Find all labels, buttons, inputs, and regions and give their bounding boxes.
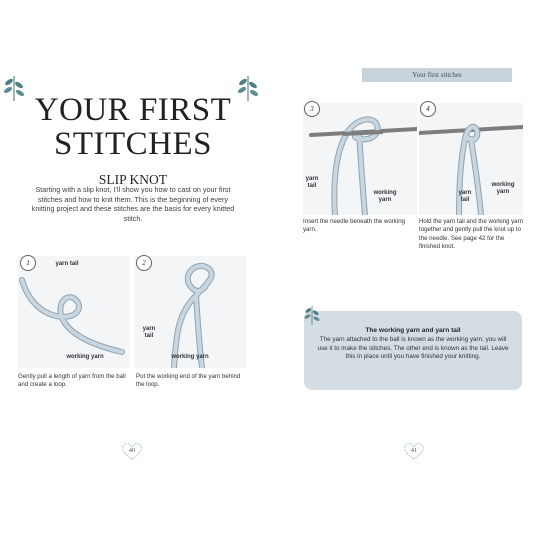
yarn-tail-label: yarn tail	[458, 190, 472, 203]
right-page	[267, 0, 533, 533]
page-number-text: 40	[128, 447, 136, 454]
page-title	[0, 93, 266, 161]
working-yarn-label: working yarn	[373, 190, 397, 203]
step-2-illustration	[134, 256, 246, 368]
yarn-tail-label: yarn tail	[305, 176, 319, 189]
title-line-1: YOUR FIRST	[34, 92, 232, 128]
step-3-caption: Insert the needle beneath the working yarn.	[303, 218, 405, 234]
working-yarn-label: working yarn	[66, 354, 104, 360]
page-number-text: 41	[410, 447, 418, 454]
yarn-tail-label: yarn tail	[142, 326, 156, 339]
info-box-title: The working yarn and yarn tail	[365, 327, 461, 334]
yarn-behind-loop-drawing	[134, 256, 246, 368]
step-4-number: 4	[420, 101, 436, 117]
yarn-tail-label: yarn tail	[55, 261, 79, 267]
info-box-text: The yarn attached to the ball is known as the working yarn; you will use it to make the stitches. The other end is known as the tail. Leave this in place until you have finished your knitting.	[317, 336, 509, 361]
step-3-number: 3	[304, 101, 320, 117]
section-tab: Your first stitches	[362, 68, 512, 82]
page-number-40	[117, 441, 147, 461]
page-number-41	[399, 441, 429, 461]
leaf-sprig-icon	[303, 304, 321, 326]
section-heading: SLIP KNOT	[98, 172, 168, 187]
working-yarn-label: working yarn	[171, 354, 209, 360]
step-2-number: 2	[136, 255, 152, 271]
left-page	[0, 0, 266, 533]
step-1-caption: Gently pull a length of yarn from the ball and create a loop.	[18, 373, 126, 389]
step-1-illustration	[18, 256, 130, 368]
info-box	[304, 311, 522, 390]
working-yarn-label: working yarn	[491, 182, 515, 195]
step-1-number: 1	[20, 255, 36, 271]
yarn-loop-drawing	[18, 256, 130, 368]
step-4-caption: Hold the yarn tail and the working yarn together and gently pull the knot up to the needle. See page 42 for the finished knot.	[419, 218, 523, 251]
title-line-2: STITCHES	[53, 126, 212, 162]
intro-paragraph: Starting with a slip knot, I’ll show you how to cast on your first stitches and how to knit them. This is the beginning of every knitting project and these stitches are the basis for every knitted stitch.	[31, 185, 235, 223]
step-2-caption: Put the working end of the yarn behind the loop.	[136, 373, 241, 389]
